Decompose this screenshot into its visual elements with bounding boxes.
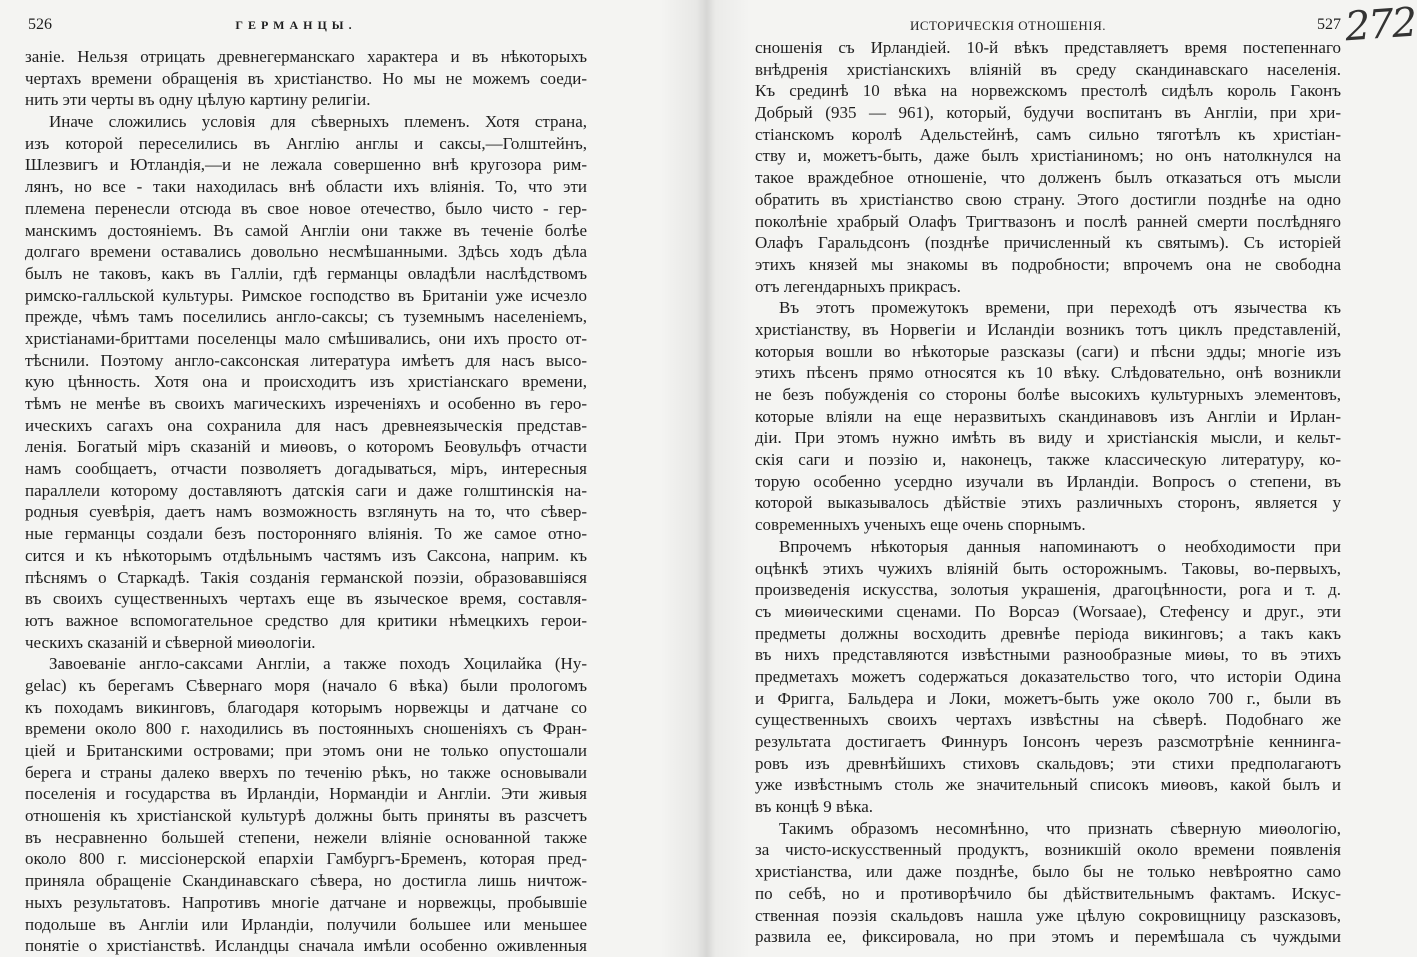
text-line: діи. При этомъ нужно имѣть въ виду и христіанскія мысли, и кельт- [755,428,1341,448]
text-line: предметахъ можетъ содержаться доказательство того, что исторіи Одина [755,666,1341,686]
text-line: уже извѣстнымъ столь же значительный списокъ миѳовъ, какой былъ и [755,775,1341,795]
text-line: за чисто-искусственный продуктъ, возникшій около времени появленія [755,840,1341,860]
paragraph [755,818,1341,948]
text-line: Иначе сложились условія для сѣверныхъ племенъ. Хотя страна, [49,112,587,132]
text-line: Шлезвигъ и Ютландія,—и не лежала совершенно внѣ кругозора рим- [25,155,587,175]
page-number: 526 [28,16,52,33]
text-line: около 800 г. миссіонерской епархіи Гамбургъ-Бременъ, которая пред- [25,849,587,869]
text-line: скія саги и поэзію и, наконецъ, также классическую литературу, ко- [755,450,1341,470]
text-line: чертахъ времени обращенія въ христіанство. Но мы не можемъ соеди- [25,68,587,88]
text-line: въ нихъ представляются извѣстными разнообразные миѳы, то въ этихъ [755,645,1341,665]
text-line: прежде, чѣмъ тамъ поселились англо-саксы; съ туземнымъ населеніемъ, [25,307,587,327]
text-line: ственная поэзія скальдовъ нашла уже цѣлую сокровищницу разсказовъ, [755,905,1341,925]
text-line: которой выказывалось дѣйствіе этихъ различныхъ сторонъ, является у [755,493,1341,513]
text-line: gelac) къ берегамъ Сѣвернаго моря (начало 6 вѣка) были прологомъ [25,675,587,695]
text-line: намъ сообщаетъ, отчасти позволяетъ догадываться, міръ, интересныя [25,459,587,479]
text-line: развила ее, фиксировала, но при этомъ и перемѣшала съ чуждыми [755,927,1341,947]
text-line: тѣмъ не менѣе въ своихъ магическихъ изреченіяхъ и особенно въ геро- [25,394,587,413]
paragraph [755,536,1341,818]
text-line: родныя суевѣрія, даетъ намъ возможность взглянуть на то, что сѣвер- [25,502,587,522]
text-line: которые вліяли на еще неразвитыхъ скандинавовъ изъ Англіи и Ирлан- [755,406,1341,426]
text-line: Въ этотъ промежутокъ времени, при переходѣ отъ язычества къ [779,298,1341,318]
page-number: 527 [1317,16,1341,33]
text-line: Впрочемъ нѣкоторыя данныя напоминаютъ о необходимости при [779,536,1341,556]
text-line: ческихъ сказаній и сѣверной миѳологіи. [25,632,316,652]
book-fold-shadow [660,0,750,957]
text-line: поколѣніе храбрый Олафъ Тригтвазонъ и послѣ ранней смерти послѣдняго [755,211,1341,231]
text-line: ленія. Богатый міръ сказаній и миѳовъ, о которомъ Беовульфъ отчасти [25,437,587,457]
text-line: торую особенно усердно изучали въ Ирландіи. Вопросъ о степени, въ [755,471,1341,491]
text-line: римско-галльской культуры. Римское господство въ Британіи уже исчезло [25,285,587,305]
text-line: произведенія искусства, золотыя украшенія, драгоцѣнности, рога и т. д. [755,580,1341,600]
text-line: христіанами-бриттами поселенцы мало смѣшивались, они ихъ просто от- [25,328,587,348]
text-line: ству и, можетъ-быть, даже былъ христіаниномъ; но онъ натолкнулся на [755,146,1341,166]
text-line: понятіе о христіанствѣ. Исландцы сначала имѣли особенно оживленныя [25,936,587,956]
text-line: былъ не таковъ, какъ въ Галліи, гдѣ германцы овладѣли наслѣдствомъ [25,263,587,283]
text-line: племена перенесли отсюда въ свое новое отечество, было чисто - гер- [25,198,587,218]
paragraph [25,111,587,653]
text-line: приняла обращеніе Скандинавскаго сѣвера, но достигла лишь ничтож- [25,871,587,891]
text-line: ровъ изъ древнѣйшихъ стиховъ скальдовъ; эти стихи предполагаютъ [755,753,1341,773]
text-line: существенныхъ своихъ чертахъ извѣстны на сѣверѣ. Подобнаго же [755,710,1341,730]
text-line: внѣдренія христіанскихъ вліяній въ среду скандинавскаго населенія. [755,59,1341,79]
right-page [755,0,1341,957]
text-line: лянъ, но все - таки находилась внѣ области ихъ вліянія. То, что эти [25,177,587,197]
text-line: времени около 800 г. находились въ постоянныхъ сношеніяхъ съ Фран- [25,719,587,739]
text-line: съ миѳическими сценами. По Ворсаэ (Worsaae), Стефенсу и друг., эти [755,601,1341,621]
text-line: ныхъ результатовъ. Напротивъ многіе датчане и норвежцы, пробывшіе [25,892,587,912]
text-line: въ своихъ существенныхъ чертахъ еще въ языческое время, составля- [25,589,587,609]
text-line: ютъ важное вспомогательное средство для критики нѣмецкихъ герои- [25,610,587,630]
text-line: заніе. Нельзя отрицать древнегерманскаго характера и въ нѣкоторыхъ [25,47,587,66]
text-line: въ концѣ 9 вѣка. [755,797,874,817]
text-line: которыя вошли во нѣкоторые разсказы (саги) и пѣсни эдды; многіе изъ [755,341,1341,361]
text-line: Завоеваніе англо-саксами Англіи, а также походъ Хоцилайка (Hy- [49,654,587,674]
text-line: и Фригга, Бальдера и Локи, можетъ-быть уже около 700 г., были въ [755,688,1341,708]
text-line: пѣснямъ о Старкадѣ. Такія созданія германской поэзіи, образовавшіяся [25,567,587,587]
page-header [25,16,587,40]
left-page [25,0,587,957]
page-body [25,46,587,957]
text-line: ическихъ сагахъ она сохранила для насъ древнеязыческія представ- [25,415,587,435]
text-line: предметы должны восходить древнѣе періода викинговъ; а такъ какъ [755,623,1341,643]
text-line: ные германцы создали безъ посторонняго вліянія. То же самое отно- [25,524,587,544]
text-line: тѣснили. Поэтому англо-саксонская литература имѣетъ для насъ высо- [25,350,587,370]
paragraph [755,37,1341,297]
text-line: такое враждебное отношеніе, что долженъ былъ отказаться отъ мысли [755,168,1341,188]
text-line: обратить въ христіанство свою страну. Этого достигли позднѣе на одно [755,189,1341,209]
text-line: отношенія къ христіанской культурѣ должны быть приняты въ разсчетъ [25,806,587,826]
paragraph [25,653,587,957]
text-line: этихъ князей мы знакомы въ подробности; впрочемъ она не свободна [755,254,1341,274]
text-line: въ несравненно большей степени, нежели вліяніе основанной также [25,827,587,847]
text-line: христіанству, въ Норвегіи и Исландіи возникъ тотъ циклъ представленій, [755,319,1341,339]
text-line: современныхъ ученыхъ еще очень спорнымъ. [755,515,1086,535]
text-line: этихъ пѣсенъ прямо относятся къ 10 вѣку. Слѣдовательно, онѣ возникли [755,363,1341,383]
text-line: результата достигаетъ Финнуръ Іонсонъ черезъ разсмотрѣніе кеннинга- [755,732,1341,751]
running-title: ГЕРМАНЦЫ. [235,18,357,32]
text-line: Добрый (935 — 961), который, будучи воспитанъ въ Англіи, при хри- [755,103,1341,123]
text-line: манскимъ достояніемъ. Въ самой Англіи они также въ теченіе болѣе [25,220,587,240]
paragraph [755,297,1341,536]
text-line: нить эти черты въ одну цѣлую картину религіи. [25,90,371,110]
text-line: не безъ побужденія со стороны болѣе высокихъ культурныхъ элементовъ, [755,385,1341,404]
text-line: долгаго времени оставались довольно несмѣшанными. Здѣсь ходъ дѣла [25,242,587,262]
text-line: христіанства, или даже позднѣе, было бы не только невѣроятно само [755,862,1341,882]
text-line: Такимъ образомъ несомнѣнно, что признать сѣверную миѳологію, [779,818,1341,838]
text-line: сношенія съ Ирландіей. 10-й вѣкъ представляетъ время постепеннаго [755,38,1341,57]
text-line: изъ которой переселились въ Англію англы и саксы,—Голштейнъ, [25,133,587,153]
handwritten-annotation: 272 [1343,0,1417,51]
text-line: подольше въ Англіи или Ирландіи, получили большее или меньшее [25,914,587,934]
text-line: поселенія и государства въ Ирландіи, Нормандіи и Англіи. Эти живыя [25,784,587,804]
text-line: берега и страны далеко вверхъ по теченію рѣкъ, но также основывали [25,762,587,782]
text-line: ціей и Британскими островами; при этомъ они не только опустошали [25,741,587,760]
text-line: кую цѣнность. Хотя она и происходитъ изъ христіанскаго времени, [25,372,587,392]
text-line: параллели которому доставляютъ датскія саги и даже голштинскія на- [25,480,587,500]
text-line: къ походамъ викинговъ, благодаря которымъ норвежцы и датчане со [25,697,587,717]
text-line: Къ срединѣ 10 вѣка на норвежскомъ престолѣ сидѣлъ король Гаконъ [755,81,1341,101]
text-line: стіанскомъ королѣ Адельстейнѣ, самъ сильно тяготѣлъ къ христіан- [755,124,1341,144]
text-line: Олафъ Гаральдсонъ (позднѣе причисленный къ святымъ). Съ исторіей [755,233,1341,253]
paragraph [25,46,587,111]
text-line: по себѣ, но и противорѣчило бы дѣйствительнымъ фактамъ. Искус- [755,883,1341,903]
text-line: оцѣнкѣ этихъ чужихъ вліяній быть осторожнымъ. Таковы, во-первыхъ, [755,558,1341,578]
text-line: отъ легендарныхъ прикрасъ. [755,276,961,296]
text-line: сится и къ нѣкоторымъ отдѣльнымъ частямъ изъ Саксона, наприм. къ [25,545,587,565]
page-body [755,37,1341,948]
running-title: ИСТОРИЧЕСКІЯ ОТНОШЕНІЯ. [909,18,1107,33]
